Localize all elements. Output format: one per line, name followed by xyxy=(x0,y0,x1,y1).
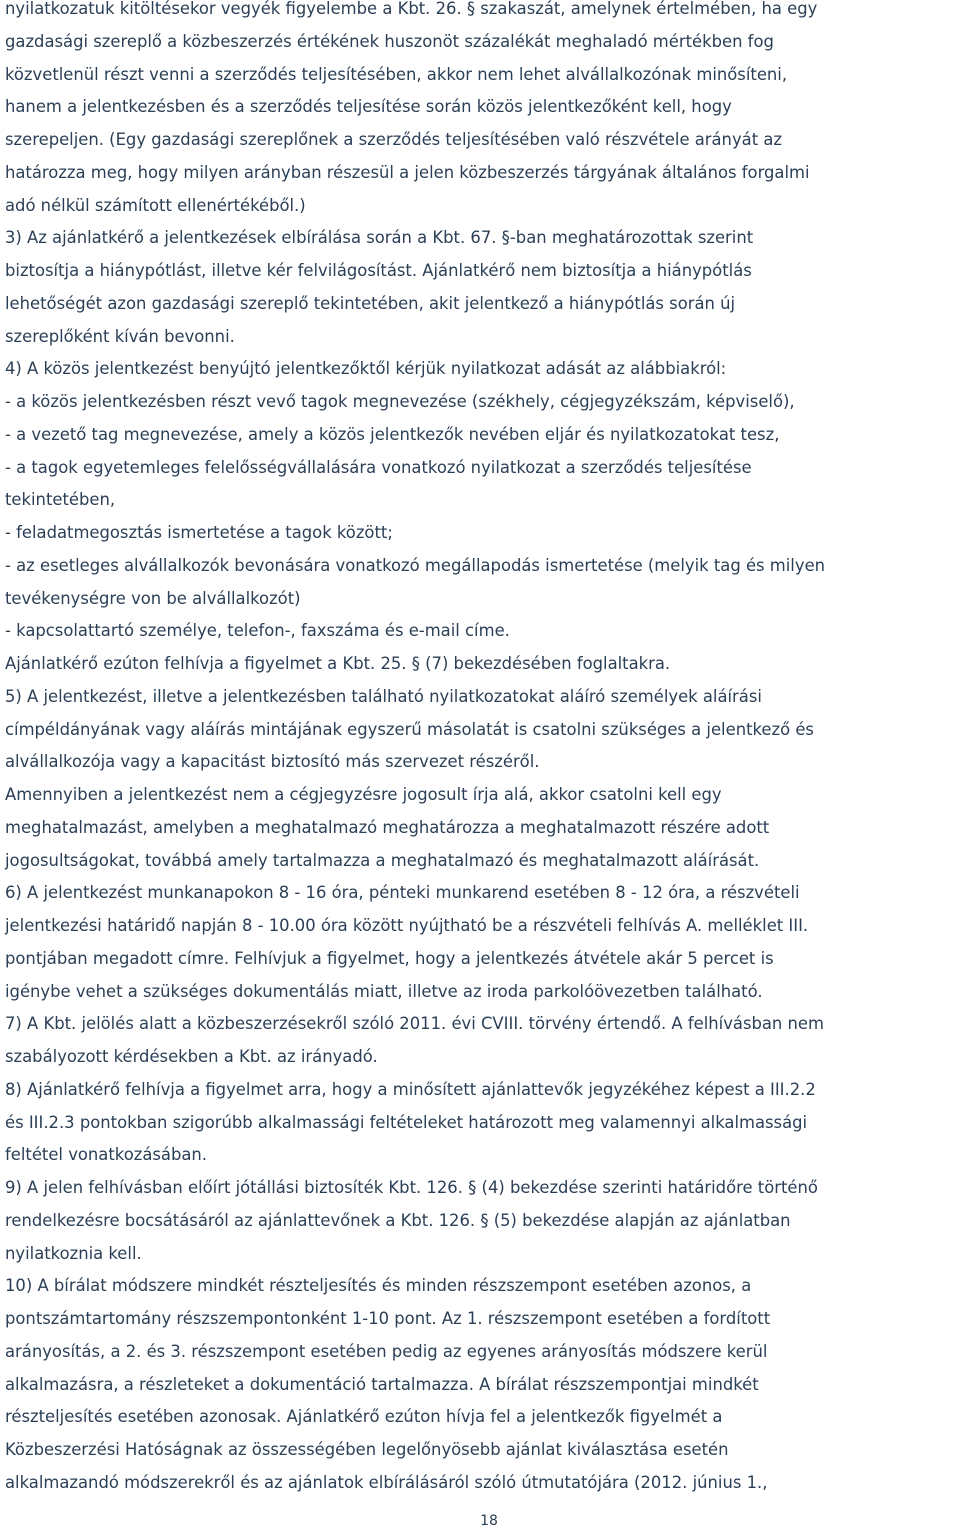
text-line: - a vezető tag megnevezése, amely a közös jelentkezők nevében eljár és nyilatkozatokat tesz, xyxy=(5,424,780,444)
text-line: biztosítja a hiánypótlást, illetve kér felvilágosítást. Ajánlatkérő nem biztosítja a hiánypótlás xyxy=(5,261,752,280)
text-line: jogosultságokat, továbbá amely tartalmazza a meghatalmazó és meghatalmazott aláírását. xyxy=(5,850,760,870)
text-line: igénybe vehet a szükséges dokumentálás miatt, illetve az iroda parkolóövezetben található. xyxy=(5,981,763,1001)
text-line: nyilatkoznia kell. xyxy=(5,1243,142,1263)
text-line: szabályozott kérdésekben a Kbt. az irányadó. xyxy=(5,1047,378,1066)
text-line: alkalmazásra, a részleteket a dokumentáció tartalmazza. A bírálat részszempontjai mindkét xyxy=(5,1374,759,1394)
text-line: - feladatmegosztás ismertetése a tagok között; xyxy=(5,523,393,542)
text-line: meghatalmazást, amelyben a meghatalmazó meghatározza a meghatalmazott részére adott xyxy=(5,817,770,837)
text-line: pontszámtartomány részszempontonként 1-10 pont. Az 1. részszempont esetében a fordított xyxy=(5,1309,771,1328)
text-line: adó nélkül számított ellenértékéből.) xyxy=(5,195,306,215)
text-line: jelentkezési határidő napján 8 - 10.00 óra között nyújtható be a részvételi felhívás A. melléklet III. xyxy=(5,916,809,935)
text-line: alvállalkozója vagy a kapacitást biztosító más szervezet részéről. xyxy=(5,752,540,772)
text-line: arányosítás, a 2. és 3. részszempont esetében pedig az egyenes arányosítás módszere kerül xyxy=(5,1341,768,1361)
text-line: szerepeljen. (Egy gazdasági szereplőnek a szerződés teljesítésében való részvétele arányát az xyxy=(5,130,782,149)
text-line: - kapcsolattartó személye, telefon-, faxszáma és e-mail címe. xyxy=(5,621,510,641)
text-line: részteljesítés esetében azonosak. Ajánlatkérő ezúton hívja fel a jelentkezők figyelmét a xyxy=(5,1407,723,1427)
text-line: 6) A jelentkezést munkanapokon 8 - 16 óra, pénteki munkarend esetében 8 - 12 óra, a részvételi xyxy=(5,883,800,903)
text-line: - a közös jelentkezésben részt vevő tagok megnevezése (székhely, cégjegyzékszám, képviselő), xyxy=(5,392,795,411)
text-line: Közbeszerzési Hatóságnak az összességében legelőnyösebb ajánlat kiválasztása esetén xyxy=(5,1440,729,1459)
text-line: Ajánlatkérő ezúton felhívja a figyelmet a Kbt. 25. § (7) bekezdésében foglaltakra. xyxy=(5,654,671,673)
text-line: címpéldányának vagy aláírás mintájának egyszerű másolatát is csatolni szükséges a jelentkező és xyxy=(5,719,814,739)
text-line: Amennyiben a jelentkezést nem a cégjegyzésre jogosult írja alá, akkor csatolni kell egy xyxy=(5,785,722,804)
text-line: közvetlenül részt venni a szerződés teljesítésében, akkor nem lehet alvállalkozónak minősíteni, xyxy=(5,64,788,84)
text-line: - a tagok egyetemleges felelősségvállalására vonatkozó nyilatkozat a szerződés teljesítése xyxy=(5,457,752,477)
text-line: 7) A Kbt. jelölés alatt a közbeszerzésekről szóló 2011. évi CVIII. törvény értendő. A felhívásban nem xyxy=(5,1014,824,1034)
text-line: tevékenységre von be alvállalkozót) xyxy=(5,588,301,608)
text-line: alkalmazandó módszerekről és az ajánlatok elbírálásáról szóló útmutatójára (2012. június 1., xyxy=(5,1472,768,1492)
text-line: szereplőként kíván bevonni. xyxy=(5,326,235,346)
text-line: 3) Az ajánlatkérő a jelentkezések elbírálása során a Kbt. 67. §-ban meghatározottak szerint xyxy=(5,228,754,248)
text-line: feltétel vonatkozásában. xyxy=(5,1145,207,1165)
text-line: 9) A jelen felhívásban előírt jótállási biztosíték Kbt. 126. § (4) bekezdése szerinti határidőre történő xyxy=(5,1178,818,1197)
document-body xyxy=(5,0,955,1500)
page-number: 18 xyxy=(480,1513,498,1529)
text-line: 10) A bírálat módszere mindkét részteljesítés és minden részszempont esetében azonos, a xyxy=(5,1276,752,1296)
text-line: 4) A közös jelentkezést benyújtó jelentkezőktől kérjük nyilatkozat adását az alábbiakról: xyxy=(5,359,727,379)
text-line: és III.2.3 pontokban szigorúbb alkalmassági feltételeket határozott meg valamennyi alkalmassági xyxy=(5,1112,808,1132)
text-line: 5) A jelentkezést, illetve a jelentkezésben található nyilatkozatokat aláíró személyek aláírási xyxy=(5,686,762,706)
text-line: 8) Ajánlatkérő felhívja a figyelmet arra, hogy a minősített ajánlattevők jegyzékéhez képest a III.2.2 xyxy=(5,1079,816,1099)
text-line: rendelkezésre bocsátásáról az ajánlattevőnek a Kbt. 126. § (5) bekezdése alapján az ajánlatban xyxy=(5,1210,791,1230)
text-line: - az esetleges alvállalkozók bevonására vonatkozó megállapodás ismertetése (melyik tag és milyen xyxy=(5,555,826,575)
text-line: nyilatkozatuk kitöltésekor vegyék figyelembe a Kbt. 26. § szakaszát, amelynek értelmében, ha egy xyxy=(5,0,818,18)
text-line: pontjában megadott címre. Felhívjuk a figyelmet, hogy a jelentkezés átvétele akár 5 percet is xyxy=(5,948,774,968)
text-line: tekintetében, xyxy=(5,490,116,510)
text-line: hanem a jelentkezésben és a szerződés teljesítése során közös jelentkezőként kell, hogy xyxy=(5,97,732,117)
text-line: határozza meg, hogy milyen arányban részesül a jelen közbeszerzés tárgyának általános forgalmi xyxy=(5,162,810,182)
text-line: gazdasági szereplő a közbeszerzés értékének huszonöt százalékát meghaladó mértékben fog xyxy=(5,31,774,51)
text-line: lehetőségét azon gazdasági szereplő tekintetében, akit jelentkező a hiánypótlás során új xyxy=(5,293,736,313)
